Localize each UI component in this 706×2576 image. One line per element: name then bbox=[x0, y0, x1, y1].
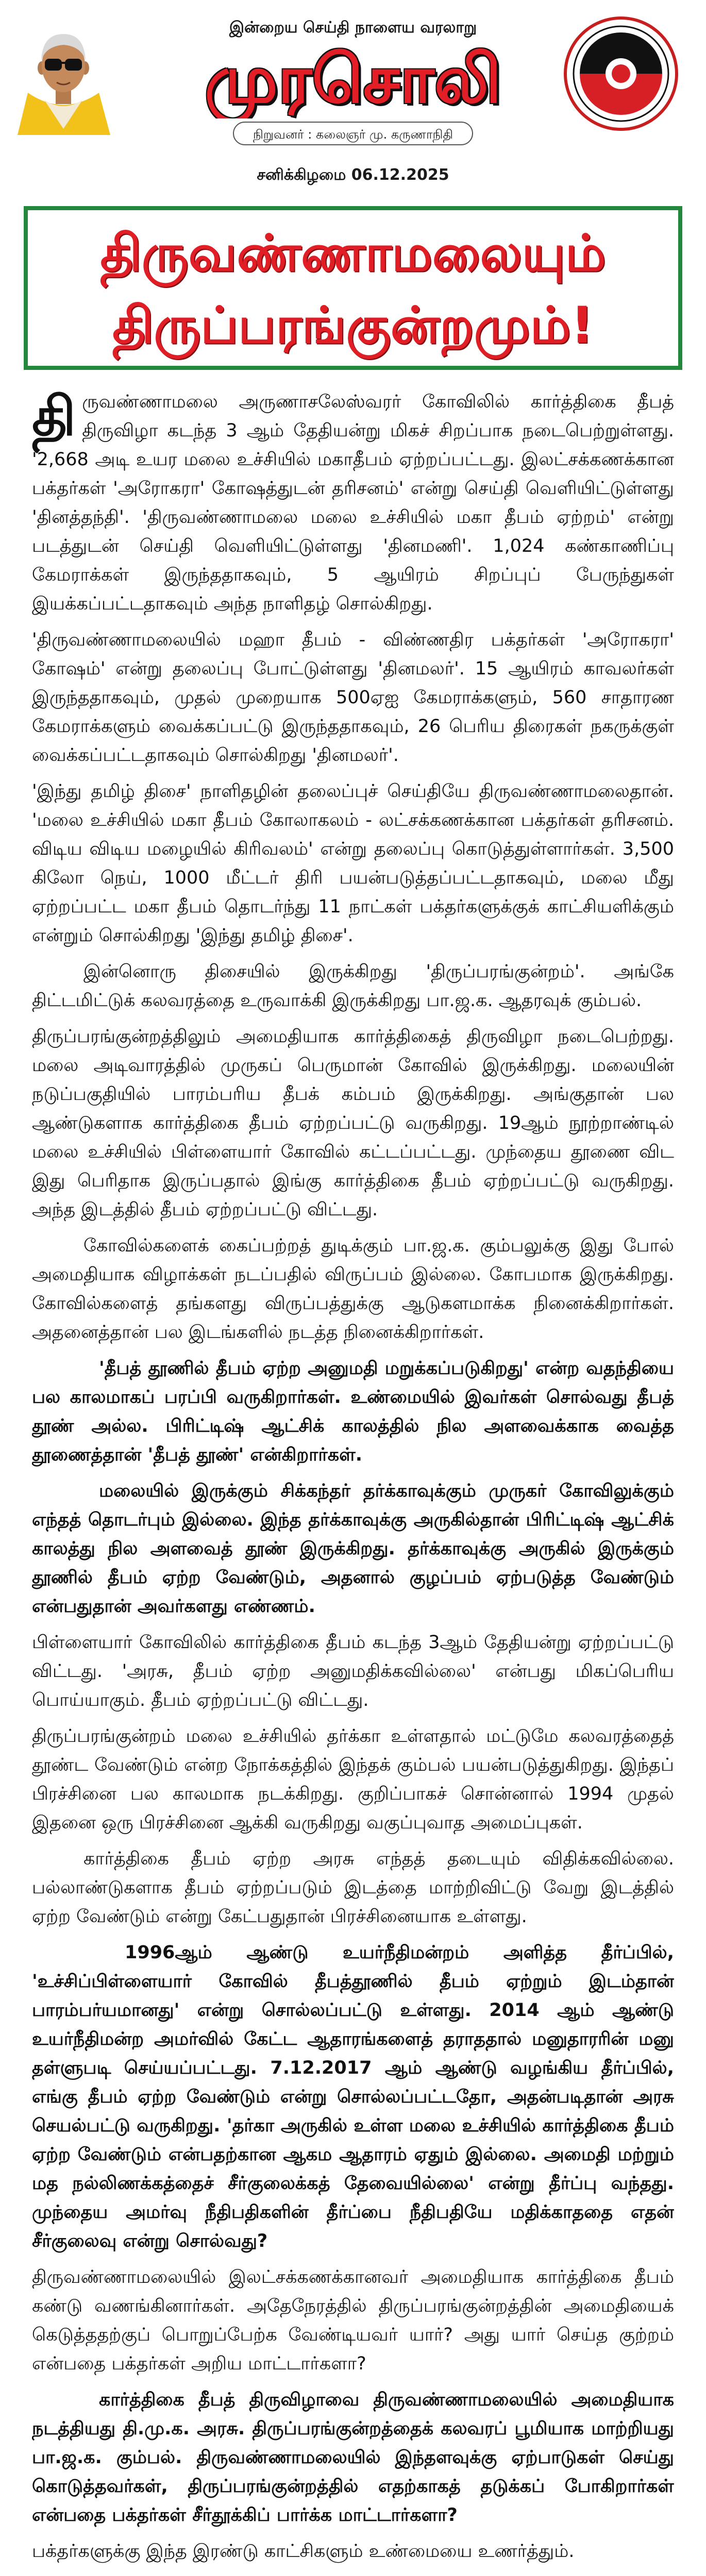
article-paragraph: திருப்பரங்குன்றம் மலை உச்சியில் தர்க்கா உள்ளதால் மட்டுமே கலவரத்தைத் தூண்ட வேண்டும் என்ற நோக்கத்தில் இந்தக் கும்பல் பயன்படுத்துகிறது. இந்தப் பிரச்சினை பல காலமாக நடக்கிறது. குறிப்பாகச் சொன்னால் 1994 முதல் இதனை ஒரு பிரச்சினை ஆக்கி வருகிறது வகுப்புவாத அமைப்புகள். bbox=[32, 1726, 674, 1833]
article-highlight-paragraph bbox=[32, 2573, 674, 2576]
article-paragraph: இன்னொரு திசையில் இருக்கிறது 'திருப்பரங்குன்றம்'. அங்கே திட்டமிட்டுக் கலவரத்தை உருவாக்கி இருக்கிறது பா.ஜ.க. ஆதரவுக் கும்பல். bbox=[32, 961, 674, 1011]
newspaper-logo: முரசொலி bbox=[205, 41, 501, 118]
headline-line-1: திருவண்ணாமலையும் bbox=[100, 224, 606, 283]
paragraph-text: ருவண்ணாமலை அருணாசலேஸ்வரர் கோவிலில் கார்த்திகை தீபத் திருவிழா கடந்த 3 ஆம் தேதியன்று மிகச் சிறப்பாக நடைபெற்றுள்ளது. '2,668 அடி உயர மலை உச்சியில் மகாதீபம் ஏற்றப்பட்டது. இலட்சக்கணக்கான பக்தர்கள் 'அரோகரா' கோஷத்துடன் தரிசனம்' என்று செய்தி வெளியிட்டுள்ளது 'தினத்தந்தி'. 'திருவண்ணாமலை மலை உச்சியில் மகா தீபம் ஏற்றம்' என்று படத்துடன் செய்தி வெளியிட்டுள்ளது 'தினமணி'. 1,024 கண்காணிப்பு கேமராக்கள் இருந்ததாகவும், 5 ஆயிரம் சிறப்புப் பேருந்துகள் இயக்கப்பட்டதாகவும் அந்த நாளிதழ் சொல்கிறது. bbox=[32, 392, 674, 614]
article-paragraph: திருப்பரங்குன்றத்திலும் அமைதியாக கார்த்திகைத் திருவிழா நடைபெற்றது. மலை அடிவாரத்தில் முருகப் பெருமான் கோவில் இருக்கிறது. மலையின் நடுப்பகுதியில் பாரம்பரிய தீபக் கம்பம் இருக்கிறது. அங்குதான் பல ஆண்டுகளாக கார்த்திகை தீபம் ஏற்றப்பட்டு வருகிறது. 19ஆம் நூற்றாண்டில் மலை உச்சியில் பிள்ளையார் கோவில் கட்டப்பட்டது. முந்தைய தூணை விட இது பெரிதாக இருப்பதால் இங்கு கார்த்திகை தீபம் ஏற்றப்பட்டு வருகிறது. அந்த இடத்தில் தீபம் ஏற்றப்பட்டு விட்டது. bbox=[32, 1026, 674, 1220]
party-emblem-icon bbox=[562, 14, 680, 133]
founder-credit: நிறுவனர் : கலைஞர் மு. கருணாநிதி bbox=[233, 122, 473, 145]
article-highlight-paragraph: மலையில் இருக்கும் சிக்கந்தர் தர்க்காவுக்கும் முருகர் கோவிலுக்கும் எந்தத் தொடர்பும் இல்லை. இந்த தர்க்காவுக்கு அருகில்தான் பிரிட்டிஷ் ஆட்சிக் காலத்து நில அளவைத் தூண் இருக்கிறது. தர்க்காவுக்கு அருகில் இருக்கும் தூணில் தீபம் ஏற்ற வேண்டும், அதனால் குழப்பம் ஏற்படுத்த வேண்டும் என்பதுதான் அவர்களது எண்ணம். bbox=[32, 1481, 674, 1617]
article-paragraph: பக்தர்களுக்கு இந்த இரண்டு காட்சிகளும் உண்மையை உணர்த்தும். bbox=[32, 2541, 575, 2562]
headline-line-2: திருப்பரங்குன்றமும்! bbox=[112, 296, 594, 355]
issue-date: சனிக்கிழமை 06.12.2025 bbox=[257, 166, 449, 184]
headline-box bbox=[24, 206, 682, 370]
article-paragraph bbox=[32, 387, 674, 618]
drop-cap: தி bbox=[32, 387, 76, 448]
article-highlight-paragraph: 'தீபத் தூணில் தீபம் ஏற்ற அனுமதி மறுக்கப்படுகிறது' என்ற வதந்தியை பல காலமாகப் பரப்பி வருகிறார்கள். உண்மையில் இவர்கள் சொல்வது தீபத் தூண் அல்ல. பிரிட்டிஷ் ஆட்சிக் காலத்தில் நில அளவைக்காக வைத்த தூணைத்தான் 'தீபத் தூண்' என்கிறார்கள். bbox=[32, 1358, 674, 1465]
article-highlight-paragraph: கார்த்திகை தீபத் திருவிழாவை திருவண்ணாமலையில் அமைதியாக நடத்தியது தி.மு.க. அரசு. திருப்பரங்குன்றத்தைக் கலவரப் பூமியாக மாற்றியது பா.ஜ.க. கும்பல். திருவண்ணாமலையில் இந்தளவுக்கு ஏற்பாடுகள் செய்து கொடுத்தவர்கள், திருப்பரங்குன்றத்தில் எதற்காகத் தடுக்கப் போகிறார்கள் என்பதை பக்தர்கள் சீர்தூக்கிப் பார்க்க மாட்டார்களா? bbox=[32, 2389, 674, 2526]
editorial-body bbox=[32, 387, 674, 2576]
article-highlight-paragraph: 1996ஆம் ஆண்டு உயர்நீதிமன்றம் அளித்த தீர்ப்பில், 'உச்சிப்பிள்ளையார் கோவில் தீபத்தூணில் தீபம் ஏற்றும் இடம்தான் பாரம்பர்யமானது' என்று சொல்லப்பட்டு உள்ளது. 2014 ஆம் ஆண்டு உயர்நீதிமன்ற அமர்வில் கேட்ட ஆதாரங்களைத் தராததால் மனுதாரரின் மனு தள்ளுபடி செய்யப்பட்டது. 7.12.2017 ஆம் ஆண்டு வழங்கிய தீர்ப்பில், எங்கு தீபம் ஏற்ற வேண்டும் என்று சொல்லப்பட்டதோ, அதன்படிதான் அரசு செயல்பட்டு வருகிறது. 'தர்கா அருகில் உள்ள மலை உச்சியில் கார்த்திகை தீபம் ஏற்ற வேண்டும் என்பதற்கான ஆகம ஆதாரம் ஏதும் இல்லை. அமைதி மற்றும் மத நல்லிணக்கத்தைச் சீர்குலைக்கத் தேவையில்லை' என்று தீர்ப்பு வந்தது. முந்தைய அமர்வு நீதிபதிகளின் தீர்ப்பை நீதிபதியே மதிக்காததை எதன் சீர்குலைவு என்று சொல்வது? bbox=[32, 1942, 674, 2251]
article-paragraph: 'திருவண்ணாமலையில் மஹா தீபம் - விண்ணதிர பக்தர்கள் 'அரோகரா' கோஷம்' என்று தலைப்பு போட்டுள்ளது 'தினமலர்'. 15 ஆயிரம் காவலர்கள் இருந்ததாகவும், முதல் முறையாக 500ஏஐ கேமராக்களும், 560 சாதாரண கேமராக்களும் வைக்கப்பட்டு இருந்ததாகவும், 26 பெரிய திரைகள் நகருக்குள் வைக்கப்பட்டதாகவும் சொல்கிறது 'தினமலர்'. bbox=[32, 630, 674, 766]
article-paragraph: கோவில்களைக் கைப்பற்றத் துடிக்கும் பா.ஜ.க. கும்பலுக்கு இது போல் அமைதியாக விழாக்கள் நடப்பதில் விருப்பம் இல்லை. கோபமாக இருக்கிறது. கோவில்களைத் தங்களது விருப்பத்துக்கு ஆடுகளமாக்க நினைக்கிறார்கள். அதனைத்தான் பல இடங்களில் நடத்த நினைக்கிறார்கள். bbox=[32, 1235, 674, 1343]
article-paragraph: பிள்ளையார் கோவிலில் கார்த்திகை தீபம் கடந்த 3ஆம் தேதியன்று ஏற்றப்பட்டு விட்டது. 'அரசு, தீபம் ஏற்ற அனுமதிக்கவில்லை' என்பது மிகப்பெரிய பொய்யாகும். தீபம் ஏற்றப்பட்டு விட்டது. bbox=[32, 1632, 674, 1710]
article-paragraph: திருவண்ணாமலையில் இலட்சக்கணக்கானவர் அமைதியாக கார்த்திகை தீபம் கண்டு வணங்கினார்கள். அதேநேரத்தில் திருப்பரங்குன்றத்தின் அமைதியைக் கெடுத்ததற்குப் பொறுப்பேற்க வேண்டியவர் யார்? அது யார் செய்த குற்றம் என்பதை பக்தர்கள் அறிய மாட்டார்களா? bbox=[32, 2267, 674, 2374]
portrait-image bbox=[14, 11, 112, 135]
article-paragraph: கார்த்திகை தீபம் ஏற்ற அரசு எந்தத் தடையும் விதிக்கவில்லை. பல்லாண்டுகளாக தீபம் ஏற்றப்படும் இடத்தை மாற்றிவிட்டு வேறு இடத்தில் ஏற்ற வேண்டும் என்று கேட்பதுதான் பிரச்சினையாக உள்ளது. bbox=[32, 1849, 674, 1927]
article-paragraph: 'இந்து தமிழ் திசை' நாளிதழின் தலைப்புச் செய்தியே திருவண்ணாமலைதான். 'மலை உச்சியில் மகா தீபம் கோலாகலம் - லட்சக்கணக்கான பக்தர்கள் தரிசனம். விடிய விடிய மழையில் கிரிவலம்' என்று தலைப்பு கொடுத்துள்ளார்கள். 3,500 கிலோ நெய், 1000 மீட்டர் திரி பயன்படுத்தப்பட்டதாகவும், மலை மீது ஏற்றப்பட்ட மகா தீபம் தொடர்ந்து 11 நாட்கள் பக்தர்களுக்குக் காட்சியளிக்கும் என்றும் சொல்கிறது 'இந்து தமிழ் திசை'. bbox=[32, 781, 674, 946]
masthead-tagline: இன்றைய செய்தி நாளைய வரலாறு bbox=[229, 19, 477, 37]
founder-portrait bbox=[14, 11, 112, 135]
